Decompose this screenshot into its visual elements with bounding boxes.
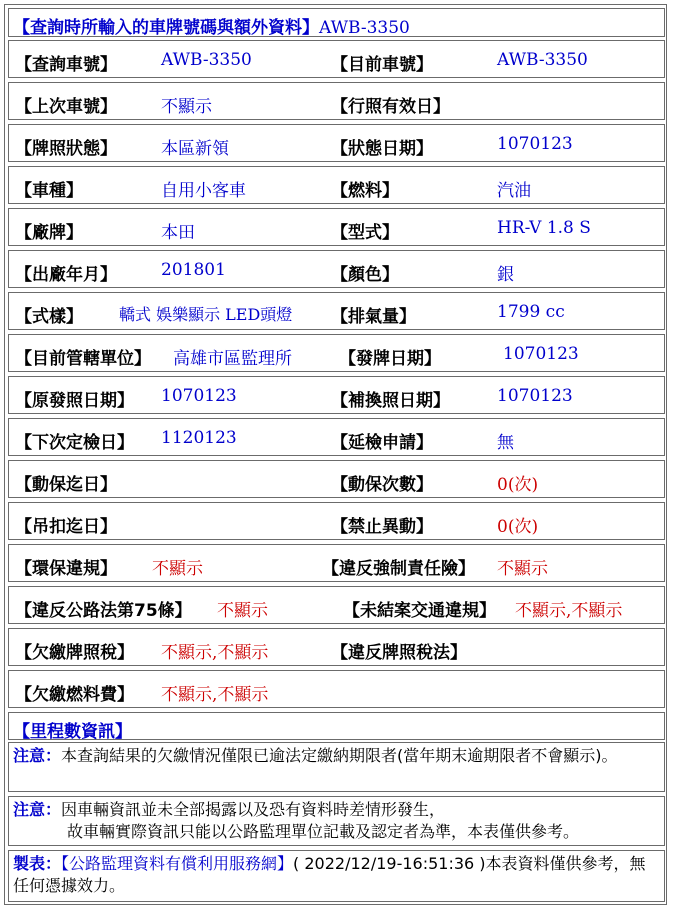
header-title: 【查詢時所輸入的車牌號碼與額外資料】	[13, 18, 319, 38]
value-inspection-extension: 無	[497, 433, 514, 453]
table-row	[8, 208, 665, 246]
value-unsettled-violations: 不顯示,不顯示	[515, 601, 623, 621]
table-row	[8, 460, 665, 498]
note-text-line1: 因車輛資訊並未全部揭露以及恐有資料時差情形發生，	[61, 800, 446, 819]
note-label: 製表：	[13, 854, 62, 873]
value-unpaid-fuel-fee: 不顯示,不顯示	[161, 685, 269, 705]
value-fuel: 汽油	[497, 181, 531, 201]
table-row	[8, 586, 665, 624]
table-row	[8, 292, 665, 330]
label-lien-end-date: 【動保迄日】	[15, 475, 117, 495]
mileage-title: 【里程數資訊】	[13, 722, 132, 742]
value-previous-plate: 不顯示	[161, 97, 212, 117]
query-header	[8, 8, 665, 37]
value-current-plate: AWB-3350	[497, 50, 588, 70]
label-model: 【型式】	[331, 223, 399, 243]
value-lien-count: 0(次)	[497, 475, 539, 495]
value-displacement: 1799 cc	[497, 302, 565, 322]
table-row	[8, 628, 665, 666]
label-brand: 【廠牌】	[15, 223, 83, 243]
table-row	[8, 544, 665, 582]
value-original-issue-date: 1070123	[161, 386, 237, 406]
timestamp: ( 2022/12/19-16:51:36 )	[293, 854, 486, 873]
service-link[interactable]: 【公路監理資料有償利用服務網】	[61, 854, 294, 873]
value-plate-status: 本區新領	[161, 139, 229, 159]
label-unsettled-violations: 【未結案交通違規】	[343, 601, 496, 621]
label-status-date: 【狀態日期】	[331, 139, 433, 159]
note-text-line2: 故車輛實際資訊只能以公路監理單位記載及認定者為準，本表僅供參考。	[67, 822, 580, 841]
label-next-inspection: 【下次定檢日】	[15, 433, 134, 453]
value-body-style: 轎式 娛樂顯示 LED頭燈	[119, 305, 293, 324]
label-jurisdiction: 【目前管轄單位】	[15, 349, 151, 369]
value-issue-date: 1070123	[503, 344, 579, 364]
note-label: 注意：	[13, 746, 62, 765]
value-vehicle-type: 自用小客車	[161, 181, 246, 201]
note-text: 本表資料僅供參考，無任何憑據效力。	[13, 854, 646, 895]
value-manufacture-date: 201801	[161, 260, 226, 280]
label-license-valid-date: 【行照有效日】	[331, 97, 450, 117]
value-jurisdiction: 高雄市區監理所	[173, 349, 292, 369]
value-color: 銀	[497, 265, 514, 285]
note-arrears	[8, 742, 665, 792]
value-transfer-ban: 0(次)	[497, 517, 539, 537]
label-fuel: 【燃料】	[331, 181, 399, 201]
value-reissue-date: 1070123	[497, 386, 573, 406]
value-query-plate: AWB-3350	[161, 50, 252, 70]
value-unpaid-license-tax: 不顯示,不顯示	[161, 643, 269, 663]
mileage-section	[8, 712, 665, 740]
label-suspension-end-date: 【吊扣迄日】	[15, 517, 117, 537]
label-inspection-extension: 【延檢申請】	[331, 433, 433, 453]
value-next-inspection: 1120123	[161, 428, 237, 448]
table-row	[8, 502, 665, 540]
table-row	[8, 166, 665, 204]
table-row	[8, 124, 665, 162]
table-row	[8, 250, 665, 288]
label-body-style: 【式樣】	[15, 307, 83, 327]
label-env-violation: 【環保違規】	[15, 559, 117, 579]
table-row	[8, 82, 665, 120]
value-status-date: 1070123	[497, 134, 573, 154]
label-color: 【顏色】	[331, 265, 399, 285]
label-lien-count: 【動保次數】	[331, 475, 433, 495]
label-issue-date: 【發牌日期】	[339, 349, 441, 369]
note-disclaimer	[8, 796, 665, 846]
label-reissue-date: 【補換照日期】	[331, 391, 450, 411]
label-displacement: 【排氣量】	[331, 307, 416, 327]
value-brand: 本田	[161, 223, 195, 243]
header-plate: AWB-3350	[319, 18, 410, 38]
note-producer	[8, 850, 665, 902]
label-vehicle-type: 【車種】	[15, 181, 83, 201]
table-row	[8, 376, 665, 414]
label-original-issue-date: 【原發照日期】	[15, 391, 134, 411]
value-insurance-violation: 不顯示	[497, 559, 548, 579]
table-row	[8, 670, 665, 708]
note-label: 注意：	[13, 800, 62, 819]
note-text: 本查詢結果的欠繳情況僅限已逾法定繳納期限者(當年期末逾期限者不會顯示)。	[61, 746, 618, 765]
table-row	[8, 40, 665, 78]
label-transfer-ban: 【禁止異動】	[331, 517, 433, 537]
label-previous-plate: 【上次車號】	[15, 97, 117, 117]
label-highway-law-75: 【違反公路法第75條】	[15, 601, 192, 621]
label-unpaid-fuel-fee: 【欠繳燃料費】	[15, 685, 134, 705]
label-unpaid-license-tax: 【欠繳牌照稅】	[15, 643, 134, 663]
label-query-plate: 【查詢車號】	[15, 55, 117, 75]
value-model: HR-V 1.8 S	[497, 218, 591, 238]
value-highway-law-75: 不顯示	[217, 601, 268, 621]
label-current-plate: 【目前車號】	[331, 55, 433, 75]
label-license-tax-violation: 【違反牌照稅法】	[331, 643, 467, 663]
label-insurance-violation: 【違反強制責任險】	[322, 559, 475, 579]
label-plate-status: 【牌照狀態】	[15, 139, 117, 159]
value-env-violation: 不顯示	[152, 559, 203, 579]
label-manufacture-date: 【出廠年月】	[15, 265, 117, 285]
table-row	[8, 334, 665, 372]
table-row	[8, 418, 665, 456]
